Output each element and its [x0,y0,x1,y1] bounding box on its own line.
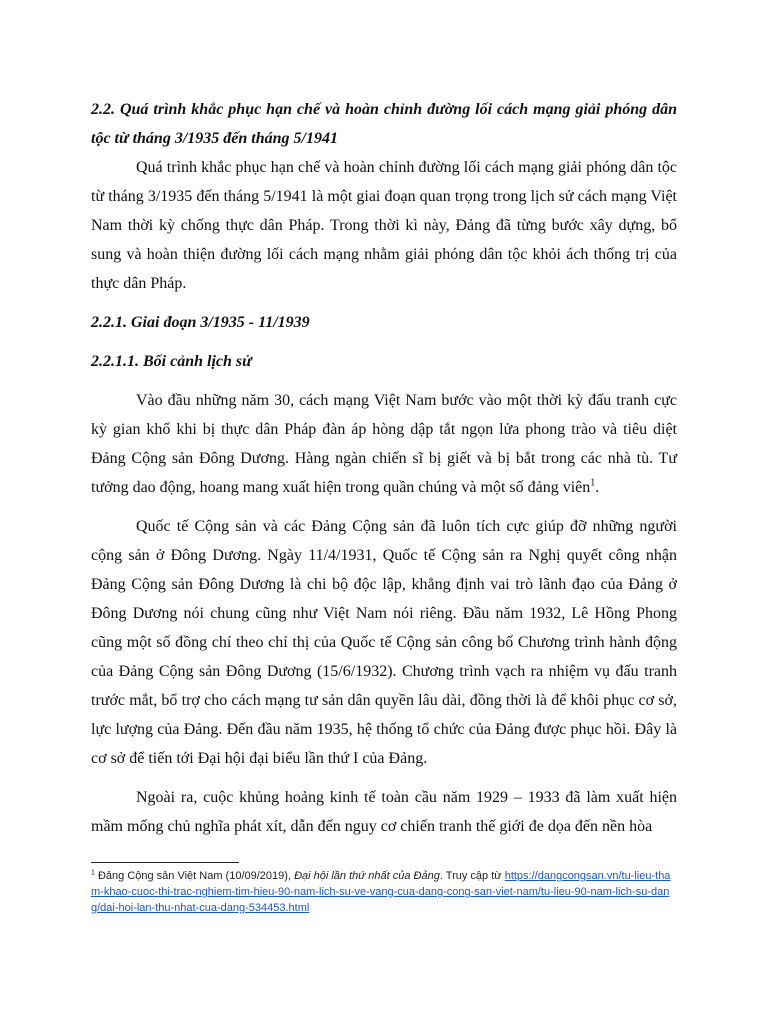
section-heading-2-2: 2.2. Quá trình khắc phục hạn chế và hoàn chỉnh đường lối cách mạng giải phóng dân tộc từ tháng 3/1935 đến tháng 5/1941 [91,101,677,147]
body-paragraph-2: Quốc tế Cộng sản và các Đảng Cộng sản đã luôn tích cực giúp đỡ những người cộng sản ở Đông Dương. Ngày 11/4/1931, Quốc tế Cộng sản ra Nghị quyết công nhận Đảng Cộng sản Đông Dương là chi bộ độc lập, khẳng định vai trò lãnh đạo của Đảng ở Đông Dương nói chung cũng như Việt Nam nói riêng. Đầu năm 1932, Lê Hồng Phong cũng một số đồng chí theo chỉ thị của Quốc tế Cộng sản công bố Chương trình hành động của Đảng Cộng sản Đông Dương (15/6/1932). Chương trình vạch ra nhiệm vụ đấu tranh trước mắt, bổ trợ cho cách mạng tư sản dân quyền lâu dài, đồng thời là để khôi phục cơ sở, lực lượng của Đảng. Đến đầu năm 1935, hệ thống tổ chức của Đảng được phục hồi. Đây là cơ sở để tiến tới Đại hội đại biểu lần thứ I của Đảng. [91,518,677,767]
body-paragraph-3: Ngoài ra, cuộc khủng hoảng kinh tế toàn cầu năm 1929 – 1933 đã làm xuất hiện mầm mống chủ nghĩa phát xít, dẫn đến nguy cơ chiến tranh thế giới đe dọa đến nền hòa [91,789,677,835]
footnote-area [91,862,677,916]
paragraph-1-end: . [595,479,600,496]
footnote [91,868,677,916]
footnote-separator [91,862,239,863]
footnote-link[interactable]: https://dangcongsan.vn/tu-lieu-tham-khao-cuoc-thi-trac-nghiem-tim-hieu-90-nam-lich-su-ve-vang-cua-dang-cong-san-viet-nam/tu-lieu-90-nam-lich-su-dang/dai-hoi-lan-thu-nhat-cua-dang-534453.html [91,870,671,914]
paragraph-1-text: Vào đầu những năm 30, cách mạng Việt Nam bước vào một thời kỳ đấu tranh cực kỳ gian khổ khi bị thực dân Pháp đàn áp hòng dập tắt ngọn lửa phong trào và tiêu diệt Đảng Cộng sản Đông Dương. Hàng ngàn chiến sĩ bị giết và bị bắt trong các nhà tù. Tư tưởng dao động, hoang mang xuất hiện trong quần chúng và một số đảng viên [91,392,677,496]
body-paragraph-1 [91,386,677,502]
footnote-access: . Truy cập từ [439,870,505,882]
footnote-source: Đảng Cộng sản Việt Nam (10/09/2019), [97,870,295,882]
intro-paragraph: Quá trình khắc phục hạn chế và hoàn chỉnh đường lối cách mạng giải phóng dân tộc từ tháng 3/1935 đến tháng 5/1941 là một giai đoạn quan trọng trong lịch sử cách mạng Việt Nam thời kỳ chống thực dân Pháp. Trong thời kì này, Đảng đã từng bước xây dựng, bổ sung và hoàn thiện đường lối cách mạng nhằm giải phóng dân tộc khỏi ách thống trị của thực dân Pháp. [91,159,677,292]
footnote-reference[interactable]: 1 [590,477,596,489]
footnote-number: 1 [91,869,95,877]
footnote-title: Đại hội lần thứ nhất của Đảng [294,870,440,882]
subsubsection-heading-2-2-1-1: 2.2.1.1. Bối cảnh lịch sử [91,353,252,370]
subsection-heading-2-2-1: 2.2.1. Giai đoạn 3/1935 - 11/1939 [91,314,310,331]
